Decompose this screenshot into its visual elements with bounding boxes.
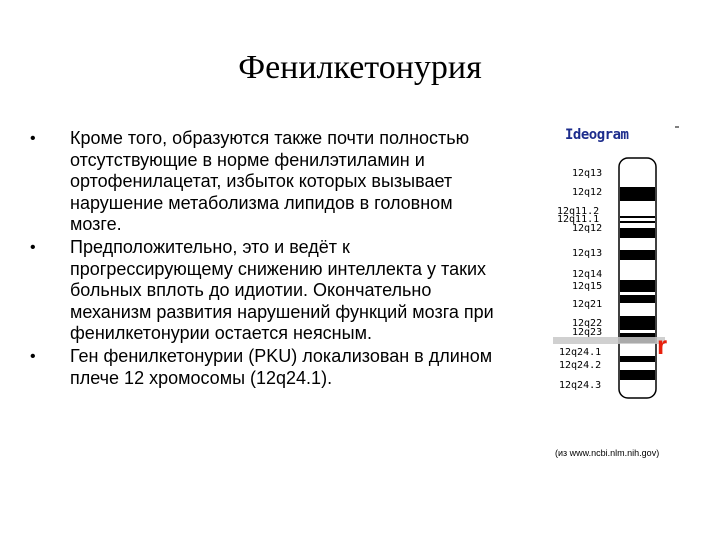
band-label: 12q24.3 <box>559 380 602 391</box>
band-label: 12q15 <box>572 281 603 292</box>
band-dark <box>620 280 655 292</box>
band-label: 12q24.1 <box>559 347 602 358</box>
band-dark <box>620 316 655 330</box>
slide-title: Фенилкетонурия <box>238 49 482 86</box>
band-label: 12q12 <box>572 187 603 198</box>
bullet-dot: • <box>30 347 36 365</box>
band-label: 12q13 <box>572 248 603 259</box>
band-label: 12q11.1 <box>557 214 600 225</box>
bullet-item <box>30 237 508 345</box>
band-label: 12q21 <box>572 299 603 310</box>
band-dark <box>620 228 655 238</box>
gene-marker-icon: r <box>657 330 668 360</box>
ideogram-title: Ideogram <box>565 127 629 143</box>
band-label: 12q14 <box>572 269 603 280</box>
bullet-text: Ген фенилкетонурии (PKU) локализован в длином плече 12 хромосомы (12q24.1). <box>70 345 493 388</box>
band-dark <box>620 216 655 218</box>
bullet-list <box>30 128 508 390</box>
chromosome-ideogram <box>553 120 693 410</box>
band-label: 12q23 <box>572 327 603 338</box>
band-dark <box>620 250 655 260</box>
band-dark <box>620 221 655 223</box>
bullet-dot: • <box>30 238 36 256</box>
band-dark <box>620 187 655 201</box>
band-label: 12q11.2 <box>557 206 600 217</box>
bullet-text: Предположительно, это и ведёт к прогрессирующему снижению интеллекта у таких больных вплоть до идиотии. Окончательно механизм развития нарушений функций мозга при фенилкетонурии остается неясным. <box>70 236 494 344</box>
bullet-item <box>30 346 508 389</box>
source-note: (из www.ncbi.nlm.nih.gov) <box>555 448 660 458</box>
bullet-item <box>30 128 508 236</box>
band-dark <box>620 370 655 380</box>
bullet-dot: • <box>30 130 36 147</box>
band-label: 12q22 <box>572 318 603 329</box>
band-label: 12q24.2 <box>559 360 602 371</box>
bullet-text: Кроме того, образуются также почти полностью отсутствующие в норме фенилэтиламин и ортофенилацетат, избыток которых вызывает нарушение метаболизма липидов в головном мозге. <box>70 128 470 235</box>
band-dark <box>620 356 655 362</box>
band-dark <box>620 295 655 303</box>
band-label: 12q13 <box>572 168 603 179</box>
band-label: 12q12 <box>572 223 603 234</box>
gene-highlight-band <box>553 337 665 344</box>
